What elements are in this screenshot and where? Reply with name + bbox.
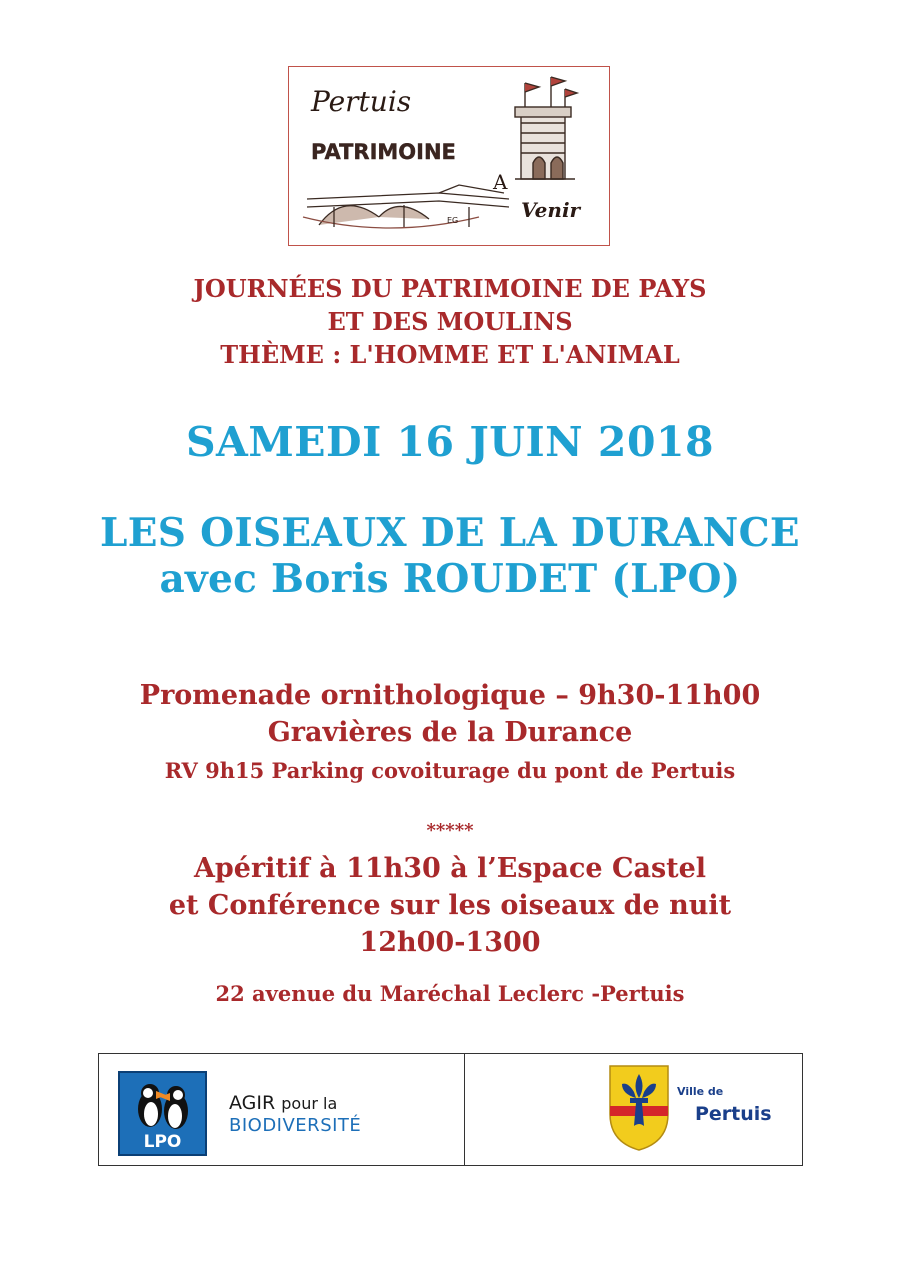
heading-line-1: JOURNÉES DU PATRIMOINE DE PAYS [193,274,707,303]
event-heading [0,272,900,371]
heading-line-2: ET DES MOULINS [327,307,573,336]
topic-line-2: avec Boris ROUDET (LPO) [159,556,741,602]
logo-sketch [289,67,611,247]
walk-title: Promenade ornithologique – 9h30-11h00 [139,680,761,711]
agir-word: AGIR [229,1092,276,1114]
partner-cell-ville [465,1054,802,1165]
partners-table [98,1053,803,1166]
ville-name-label: Pertuis [695,1103,772,1125]
lpo-letters: LPO [143,1132,182,1152]
logo-word-venir: Venir [521,198,581,222]
aperitif-line-3: 12h00-1300 [359,927,541,958]
logo-word-patrimoine: PATRIMOINE [311,140,456,164]
event-topic [0,510,900,602]
topic-line-1: LES OISEAUX DE LA DURANCE [100,510,800,556]
venue-address: 22 avenue du Maréchal Leclerc -Pertuis [215,981,685,1006]
ville-pertuis-shield-icon [608,1064,670,1152]
pertuis-patrimoine-logo [288,66,610,246]
aperitif-conference [0,850,900,961]
agir-biodiversite-text [229,1092,361,1137]
walk-place: Gravières de la Durance [267,717,633,748]
logo-word-pertuis: Pertuis [311,85,412,118]
pour-la-words: pour la [281,1094,338,1113]
logo-initials: EG [447,216,459,225]
logo-word-a: A [493,170,508,194]
lpo-logo [118,1071,207,1156]
section-separator: ***** [426,820,474,841]
biodiversite-word: BIODIVERSITÉ [229,1115,362,1136]
aperitif-line-2: et Conférence sur les oiseaux de nuit [168,890,732,921]
event-date: SAMEDI 16 JUIN 2018 [185,418,715,466]
ville-de-label: Ville de [677,1085,724,1098]
walk-meeting-point: RV 9h15 Parking covoiturage du pont de Pertuis [164,758,736,783]
aperitif-line-1: Apéritif à 11h30 à l’Espace Castel [193,853,707,884]
heading-line-3: THÈME : L'HOMME ET L'ANIMAL [220,340,680,369]
partner-cell-lpo [99,1054,465,1165]
